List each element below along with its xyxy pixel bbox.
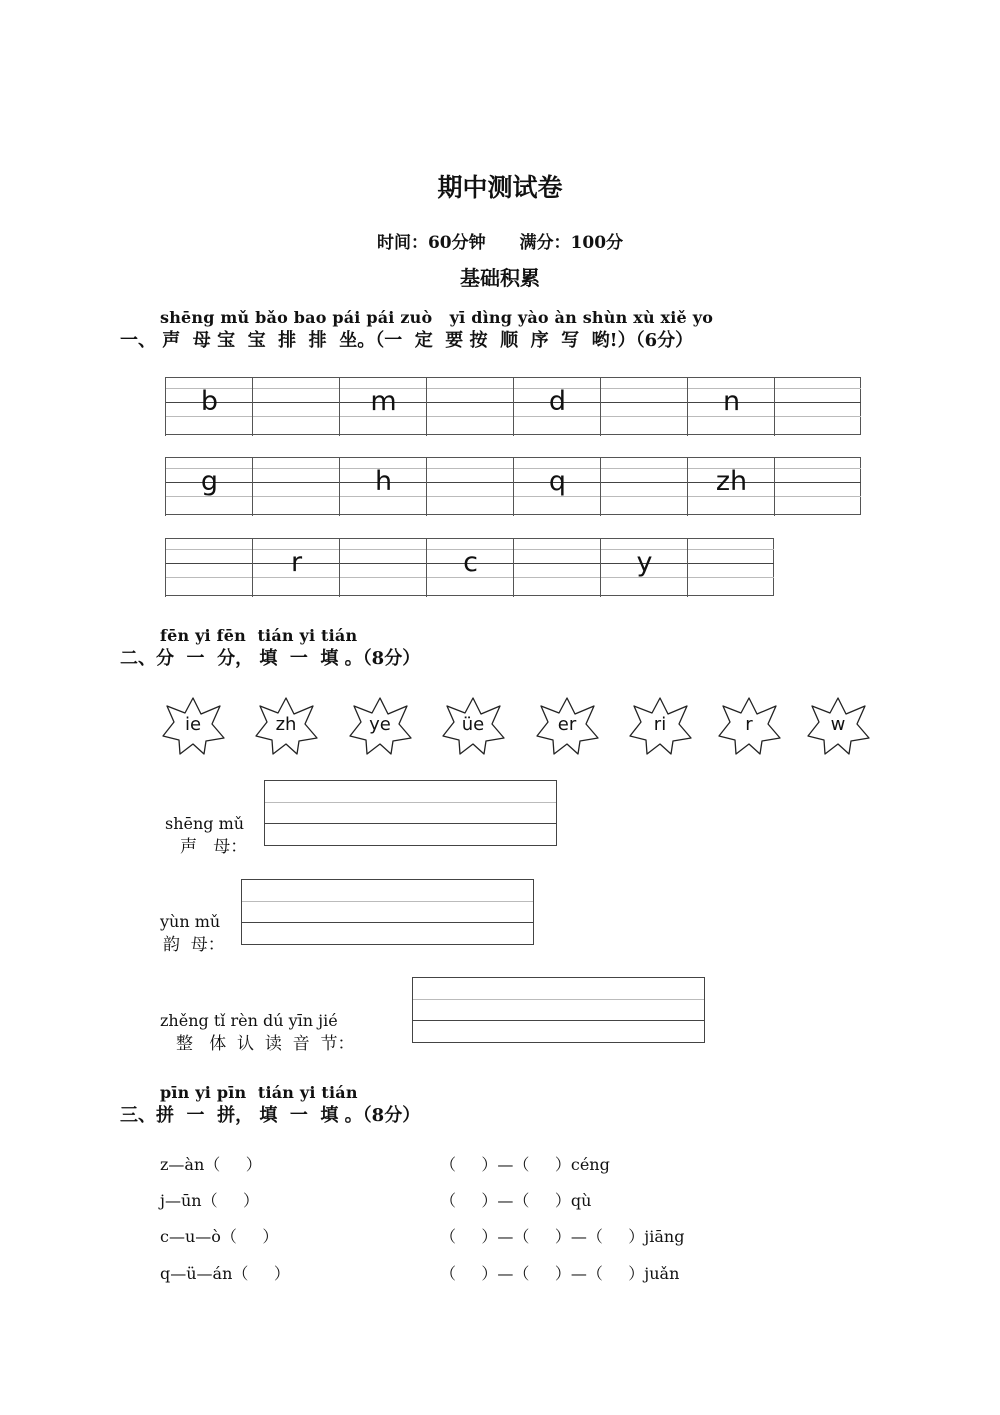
star-shape bbox=[627, 694, 693, 756]
grid-cell-letter bbox=[513, 458, 600, 516]
star-label: w bbox=[830, 714, 846, 735]
grid-cell-letter bbox=[165, 378, 252, 436]
section-heading: 基础积累 bbox=[460, 266, 540, 290]
category-yunmu-label: 韵 母： bbox=[163, 935, 225, 955]
grid-row bbox=[165, 377, 861, 435]
q2-pinyin: fēn yi fēn tián yi tián bbox=[160, 626, 358, 645]
star-shape bbox=[534, 694, 600, 756]
q1-text: 一、 声 母 宝 宝 排 排 坐。（一 定 要 按 顺 序 写 哟!）（6分） bbox=[120, 330, 694, 351]
grid-cell-letter bbox=[339, 458, 426, 516]
star-shape bbox=[347, 694, 413, 756]
star-shape bbox=[253, 694, 319, 756]
star-shape bbox=[160, 694, 226, 756]
page-title: 期中测试卷 bbox=[437, 173, 563, 202]
q3-left-item[interactable]: c—u—ò（ ） bbox=[160, 1227, 279, 1246]
star-shape bbox=[716, 694, 782, 756]
grid-letter: c bbox=[463, 547, 478, 578]
q3-right-item[interactable]: （ ）—（ ）—（ ）juǎn bbox=[440, 1264, 680, 1283]
star-label: er bbox=[557, 714, 577, 735]
star-shape bbox=[440, 694, 506, 756]
grid-row bbox=[165, 538, 774, 596]
star-label: üe bbox=[461, 714, 485, 735]
category-shengmu-pinyin: shēng mǔ bbox=[165, 814, 245, 833]
grid-cell-blank[interactable] bbox=[600, 378, 687, 436]
grid-cell-letter bbox=[426, 539, 513, 597]
q3-right-item[interactable]: （ ）—（ ）céng bbox=[440, 1155, 610, 1174]
grid-cell-blank[interactable] bbox=[426, 378, 513, 436]
q3-left-item[interactable]: z—àn（ ） bbox=[160, 1155, 262, 1174]
grid-cell-blank[interactable] bbox=[774, 458, 861, 516]
time-label: 时间：60分钟 bbox=[376, 233, 486, 253]
grid-cell-blank[interactable] bbox=[600, 458, 687, 516]
grid-cell-blank[interactable] bbox=[774, 378, 861, 436]
grid-cell-blank[interactable] bbox=[339, 539, 426, 597]
grid-cell-blank[interactable] bbox=[252, 458, 339, 516]
star-shape bbox=[805, 694, 871, 756]
q3-right-item[interactable]: （ ）—（ ）qù bbox=[440, 1191, 592, 1210]
star-label: zh bbox=[275, 714, 297, 735]
q3-left-item[interactable]: j—ūn（ ） bbox=[160, 1191, 260, 1210]
grid-cell-letter bbox=[339, 378, 426, 436]
grid-row bbox=[165, 457, 861, 515]
category-yunmu-pinyin: yùn mǔ bbox=[160, 912, 221, 931]
grid-letter: m bbox=[370, 386, 397, 417]
grid-letter: q bbox=[548, 466, 567, 497]
q2-text: 二、分 一 分， 填 一 填 。（8分） bbox=[120, 648, 421, 669]
grid-cell-blank[interactable] bbox=[165, 539, 252, 597]
grid-letter: r bbox=[290, 547, 303, 578]
grid-cell-letter bbox=[165, 458, 252, 516]
star-label: ye bbox=[369, 714, 391, 735]
grid-letter: n bbox=[722, 386, 741, 417]
star-label: r bbox=[745, 714, 753, 735]
grid-cell-letter bbox=[687, 378, 774, 436]
grid-letter: b bbox=[200, 386, 219, 417]
grid-cell-letter bbox=[687, 458, 774, 516]
category-zhengti-label: 整 体 认 读 音 节： bbox=[176, 1034, 355, 1054]
grid-cell-blank[interactable] bbox=[252, 378, 339, 436]
grid-letter: h bbox=[374, 466, 393, 497]
grid-cell-blank[interactable] bbox=[426, 458, 513, 516]
grid-letter: g bbox=[200, 466, 219, 497]
shengmu-answer-box[interactable] bbox=[264, 780, 557, 846]
q3-right-item[interactable]: （ ）—（ ）—（ ）jiāng bbox=[440, 1227, 685, 1246]
grid-letter: zh bbox=[715, 466, 748, 497]
zhengti-answer-box[interactable] bbox=[412, 977, 705, 1043]
category-zhengti-pinyin: zhěng tǐ rèn dú yīn jié bbox=[160, 1011, 338, 1030]
grid-cell-blank[interactable] bbox=[513, 539, 600, 597]
grid-cell-blank[interactable] bbox=[687, 539, 774, 597]
q1-pinyin: shēng mǔ bǎo bao pái pái zuò yī dìng yào àn shùn xù xiě yo bbox=[160, 308, 714, 327]
grid-letter: y bbox=[636, 547, 653, 578]
q3-text: 三、拼 一 拼， 填 一 填 。（8分） bbox=[120, 1105, 421, 1126]
score-label: 满分：100分 bbox=[519, 233, 624, 253]
grid-cell-letter bbox=[513, 378, 600, 436]
category-shengmu-label: 声 母： bbox=[180, 837, 248, 857]
q3-left-item[interactable]: q—ü—án（ ） bbox=[160, 1264, 290, 1283]
grid-cell-letter bbox=[600, 539, 687, 597]
q3-pinyin: pīn yi pīn tián yi tián bbox=[160, 1083, 358, 1102]
star-label: ri bbox=[653, 714, 667, 735]
exam-info bbox=[0, 228, 1000, 253]
grid-cell-letter bbox=[252, 539, 339, 597]
grid-letter: d bbox=[548, 386, 567, 417]
star-label: ie bbox=[184, 714, 202, 735]
yunmu-answer-box[interactable] bbox=[241, 879, 534, 945]
